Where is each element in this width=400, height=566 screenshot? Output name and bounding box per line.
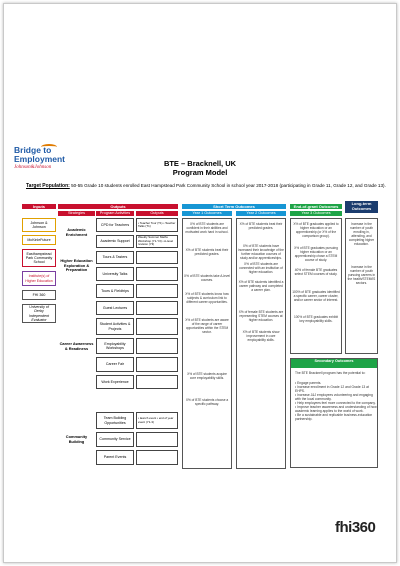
activity-parent-events: Parent Events	[96, 450, 134, 465]
activity-employability-workshops: Employability Workshops	[96, 338, 134, 354]
input-johnson-and-johnson: Johnson & Johnson	[22, 218, 56, 232]
list-item: • Be a sustainable and replicable business-education partnership.	[295, 413, 373, 421]
secondary-outcomes-box	[290, 358, 378, 468]
secondary-outcomes-intro: The BTE Bracknell program has the potential to:	[295, 371, 366, 375]
year3-outcome: X% of BTE graduates applied to higher education or an apprenticeship (or X% of the comparison group).	[293, 222, 339, 238]
subheader-year1: Year 1 Outcomes	[182, 211, 232, 216]
output-maths-workshops: Weekly Summer Maths Workshop (Y1-Y3) • A-level revision (Y3)	[136, 235, 178, 248]
year3-outcomes-box	[290, 218, 342, 354]
year1-outcome: X% of BTE students are confident in their abilities and motivated work hard in school.	[185, 222, 229, 234]
year1-outcome: X% of BTE students take A-level courses.	[184, 274, 230, 282]
year2-outcome: X% of BTE students are connected with an institution of higher education.	[239, 262, 283, 274]
year3-outcome: 100% of BTE graduates exhibit key employability skills.	[294, 315, 338, 323]
strategy-academic-enrichment: Academic Enrichment	[65, 227, 88, 237]
list-item: • Increase J&J employees volunteering and engaging with the local community.	[295, 393, 373, 401]
list-item: • Improve teacher awareness and understanding of how academic learning applies to the world of work.	[295, 405, 377, 413]
output-cell-12	[136, 432, 178, 447]
output-cell-4	[136, 267, 178, 281]
activity-university-talks: University Talks	[96, 267, 134, 281]
year1-outcome: X% of BTE students are aware of the range of career opportunities within the STEM sector.	[185, 318, 229, 334]
strategy-higher-education: Higher Education Exploration & Preparation	[60, 258, 93, 273]
header-outputs: Outputs	[58, 204, 178, 209]
activity-student-projects: Student Activities & Projects	[96, 318, 134, 335]
fhi360-logo-text: fhi360	[335, 519, 376, 536]
list-item: • Engage parents.	[295, 381, 322, 385]
strategy-community-building: Community Building	[65, 434, 88, 444]
activity-work-experience: Work Experience	[96, 375, 134, 389]
year2-outcome: X% of BTE students beat their predicted grades.	[239, 222, 283, 230]
logo-line3: Johnson&Johnson	[14, 165, 52, 170]
activity-cpd: CPD for Teachers	[96, 218, 134, 232]
input-fhi360: FHI 360	[22, 290, 56, 300]
activity-academic-support: Academic Support	[96, 235, 134, 248]
output-cell-5	[136, 284, 178, 298]
output-launch-event: • launch event • end of year event (Y1-3)	[136, 412, 178, 429]
year2-outcome: X% of BTE students show improvement in core employability skills.	[242, 330, 280, 342]
list-item: • Increase enrollment in Grade 12 and Grade 13 at EHPS.	[295, 385, 369, 393]
list-item: • Help employees feel more connected to the company.	[295, 401, 376, 405]
activity-career-fair: Career Fair	[96, 357, 134, 372]
page-title: BTE – Bracknell, UK	[163, 159, 237, 168]
activity-guest-lectures: Guest Lectures	[96, 301, 134, 315]
year3-outcome: 40% of female BTE graduates select STEM courses of study.	[294, 268, 338, 276]
header-end-of-grant: End-of-grant Outcomes	[290, 204, 342, 209]
year2-outcome: X% of female BTE students are representing STEM courses at higher education.	[238, 310, 284, 322]
activity-tours-tasters: Tours & Tasters	[96, 251, 134, 264]
logo-swoosh-icon	[41, 144, 57, 150]
activity-tours-fieldtrips: Tours & Fieldtrips	[96, 284, 134, 298]
secondary-outcomes-list	[295, 381, 377, 421]
output-cell-7	[136, 318, 178, 335]
output-cell-13	[136, 450, 178, 465]
output-cell-3	[136, 251, 178, 264]
output-cell-8	[136, 338, 178, 354]
subheader-strategies: Strategies	[58, 211, 95, 216]
output-cell-9	[136, 357, 178, 372]
subheader-outputs: Outputs	[136, 211, 178, 216]
year1-outcome: X% of BTE students know how subjects & curriculum link to different career opportunities.	[185, 292, 229, 304]
year2-outcome: X% of BTE students identified a career pathway and completed a career plan.	[238, 280, 284, 292]
header-short-term: Short Term Outcomes	[182, 204, 286, 209]
year2-outcome: X% of BTE students have increased their knowledge of the further education courses of study and/or apprenticeships.	[238, 244, 284, 260]
logo-line1: Bridge to	[14, 145, 52, 155]
page-subtitle: Program Model	[172, 168, 228, 177]
output-cell-6	[136, 301, 178, 315]
subheader-year2: Year 2 Outcomes	[236, 211, 286, 216]
subheader-year3: Year 3 Outcomes	[290, 211, 342, 216]
input-mckinlefuture: McKinleFuture	[22, 235, 56, 245]
activity-community-service: Community Service	[96, 432, 134, 447]
year3-outcome: X% of BTE graduates pursuing higher education or an apprenticeship chose a STEM course of study.	[294, 246, 338, 262]
target-population-text: 50-55 Grade 10 students enrolled East Hampstead Park Community School in school year 2017-2018 (participating in Grade 11, Grade 12, and Grade 13).	[69, 183, 386, 188]
header-long-term: Long-term Outcomes	[345, 201, 378, 213]
year1-outcome: X% of BTE students beat their predicted grades.	[185, 248, 229, 256]
input-evaluator: University of Derby Independent Evaluator	[22, 304, 56, 323]
secondary-outcomes-title: Secondary Outcomes	[291, 359, 377, 368]
target-population	[26, 183, 392, 189]
activity-team-building: Team Building Opportunities	[96, 412, 134, 429]
strategy-career-awareness: Career Awareness & Readiness	[59, 340, 94, 351]
long-term-outcome: Increase in the number of youth pursuing careers in the health/STEM/IS sectors.	[347, 265, 376, 285]
fhi360-logo	[335, 519, 375, 536]
subheader-program-activities: Program Activities	[96, 211, 134, 216]
long-term-outcome: Increase in the number of youth enrolling in, attending, and completing higher education.	[348, 222, 375, 246]
target-population-label: Target Population:	[26, 183, 70, 189]
header-inputs: Inputs	[22, 204, 56, 209]
output-cell-10	[136, 375, 178, 389]
output-teacher-tours: • Teacher Tour (T1) • Teacher Talks (T1)	[136, 218, 178, 232]
input-school: Easthampstead Park Community School	[22, 249, 56, 267]
year3-outcome: 100% of BTE graduates identified a specific career, career cluster, and/or career sector of interest.	[292, 290, 340, 302]
logo-line2: Employment	[14, 154, 66, 164]
year1-outcome: X% of BTE students choose a specific pathway.	[185, 398, 229, 406]
input-higher-education: Institute(s) of Higher Education	[22, 271, 56, 286]
year1-outcome: X% of BTE students acquire core employability skills.	[187, 372, 227, 380]
